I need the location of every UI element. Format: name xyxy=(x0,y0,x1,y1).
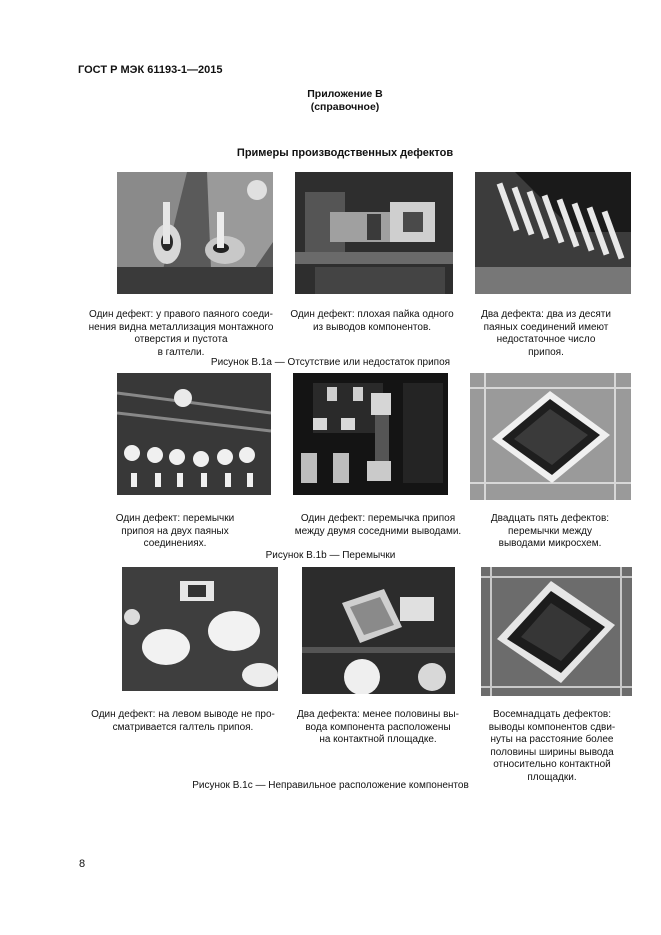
figure-c-photo-1-caption xyxy=(88,709,278,734)
caption-line: выводами микросхем. xyxy=(498,538,602,549)
caption-line: Два дефекта: два из десяти xyxy=(481,309,611,320)
caption-line: площадки. xyxy=(527,771,577,783)
rotated-qfp-photo xyxy=(481,567,632,696)
figure-b-photo-2-caption xyxy=(283,513,473,538)
figure-c-caption: Рисунок В.1с — Неправильное расположение компонентов xyxy=(192,780,469,791)
figure-b-caption: Рисунок В.1b — Перемычки xyxy=(265,550,396,561)
caption-line: выводы компонентов сдви- xyxy=(488,721,616,733)
caption-line: Один дефект: перемычка припоя xyxy=(300,513,456,524)
caption-line: паяных соединений имеют xyxy=(483,321,609,333)
caption-line: Один дефект: перемычки xyxy=(115,513,235,524)
caption-line: между двумя соседними выводами. xyxy=(294,525,462,537)
caption-line: вода компонента расположены xyxy=(305,721,451,733)
qfp-chip-photo xyxy=(470,373,631,500)
caption-line: нения видна металлизация монтажного xyxy=(88,321,274,333)
page-number: 8 xyxy=(79,858,86,870)
section-title: Примеры производственных дефектов xyxy=(236,147,454,159)
caption-line: припоя на двух паяных xyxy=(121,525,229,537)
ic-leads-photo xyxy=(475,172,631,294)
caption-line: половины ширины вывода xyxy=(490,746,614,758)
annex-subtitle: (справочное) xyxy=(310,101,380,113)
figure-c-photo-3-caption xyxy=(472,709,632,784)
figure-a-photo-1-caption xyxy=(86,309,276,359)
solder-bridges-photo xyxy=(117,373,271,495)
caption-line: недостаточное число xyxy=(496,334,596,345)
figure-a-photo-2-caption xyxy=(282,309,462,334)
caption-line: из выводов компонентов. xyxy=(312,321,432,333)
caption-line: Один дефект: на левом выводе не про- xyxy=(91,709,275,720)
caption-line: на контактной площадке. xyxy=(319,734,437,745)
caption-line: Один дефект: плохая пайка одного xyxy=(290,309,454,320)
figure-a-photo-3-caption xyxy=(466,309,626,359)
caption-line: Два дефекта: менее половины вы- xyxy=(297,709,459,720)
caption-line: в галтели. xyxy=(157,346,205,358)
caption-line: припоя. xyxy=(528,346,564,358)
annex-heading xyxy=(0,88,661,114)
pcb-via-solder-photo xyxy=(117,172,273,294)
caption-line: перемычки между xyxy=(508,525,592,537)
caption-line: Один дефект: у правого паяного соеди- xyxy=(89,309,273,320)
figure-a-caption: Рисунок В.1а — Отсутствие или недостаток припоя xyxy=(210,357,451,368)
smd-components-photo xyxy=(293,373,448,495)
caption-line: сматривается галтель припоя. xyxy=(112,721,254,733)
caption-line: отверстия и пустота xyxy=(134,334,228,345)
shifted-component-photo xyxy=(302,567,455,694)
figure-b-photo-3-caption xyxy=(472,513,628,551)
document-header: ГОСТ Р МЭК 61193-1—2015 xyxy=(78,64,223,76)
caption-line: нуты на расстояние более xyxy=(490,734,614,745)
caption-line: Двадцать пять дефектов: xyxy=(490,513,610,524)
figure-c-photo-2-caption xyxy=(288,709,468,747)
chip-pads-photo xyxy=(122,567,278,691)
caption-line: соединениях. xyxy=(143,538,207,549)
caption-line: Восемнадцать дефектов: xyxy=(492,709,612,720)
component-lead-photo xyxy=(295,172,453,294)
caption-line: относительно контактной xyxy=(493,759,611,770)
annex-title: Приложение В xyxy=(307,88,383,100)
figure-b-photo-1-caption xyxy=(100,513,250,551)
